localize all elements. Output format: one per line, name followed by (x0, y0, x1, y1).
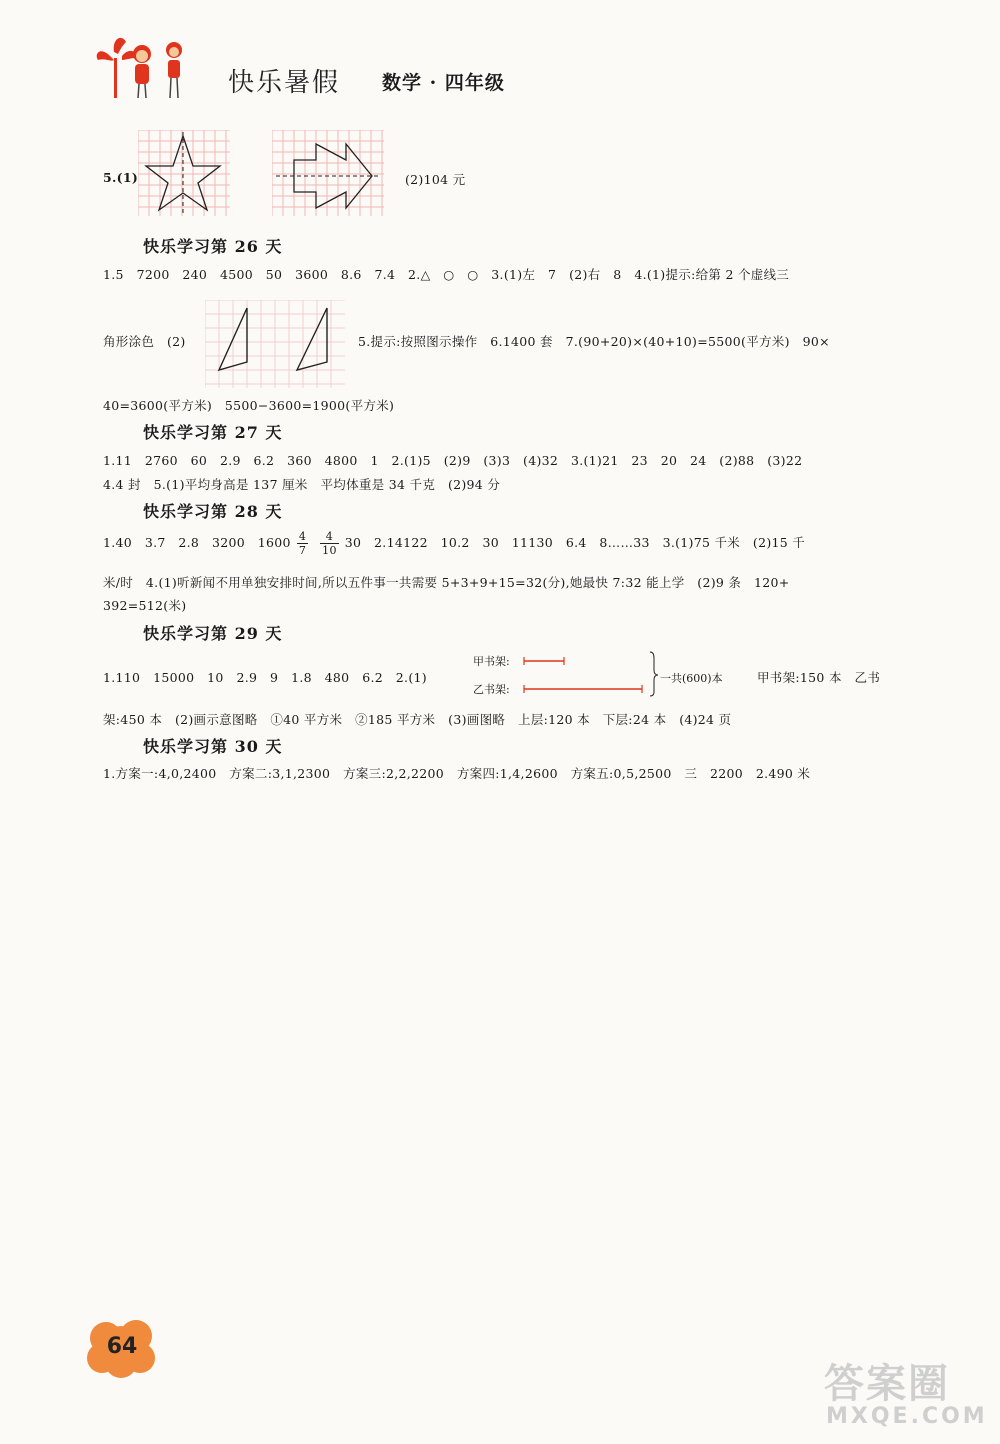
day27-line-2: 4.4 封 5.(1)平均身高是 137 厘米 平均体重是 34 千克 (2)94 分 (103, 477, 501, 492)
day29-line-1b: 甲书架:150 本 乙书 (757, 670, 881, 685)
day28-line-1 (103, 530, 805, 557)
section-title-day28: 快乐学习第 28 天 (143, 502, 283, 521)
subject-grade: 数学 · 四年级 (382, 72, 505, 94)
book-title: 快乐暑假 (228, 68, 341, 98)
fraction-numerator: 4 (298, 530, 307, 543)
section-title-day26: 快乐学习第 26 天 (143, 237, 283, 256)
fraction-denominator: 10 (322, 544, 337, 557)
shelf-yi-label: 乙书架: (473, 683, 510, 696)
day26-line-1: 1.5 7200 240 4500 50 3600 8.6 7.4 2.△ ○ ○ 3.(1)左 7 (2)右 8 4.(1)提示:给第 2 个虚线三 (103, 267, 790, 282)
star-symmetry-figure (138, 130, 230, 216)
fraction-denominator: 7 (298, 544, 307, 557)
triangles-figure (205, 300, 345, 388)
arrow-symmetry-figure (272, 130, 384, 216)
bookshelf-bar-diagram (520, 648, 660, 698)
q5-label: 5.(1) (103, 170, 139, 185)
cartoon-kids-illustration (92, 26, 192, 106)
day26-line-3: 40=3600(平方米) 5500−3600=1900(平方米) (103, 398, 395, 413)
watermark-url: MXQE.COM (826, 1404, 988, 1429)
section-title-day30: 快乐学习第 30 天 (143, 737, 283, 756)
shelf-jia-label: 甲书架: (473, 655, 510, 668)
day29-line-1a: 1.110 15000 10 2.9 9 1.8 480 6.2 2.(1) (103, 670, 427, 685)
day30-line-1: 1.方案一:4,0,2400 方案二:3,1,2300 方案三:2,2,2200 方案四:1,4,2600 方案五:0,5,2500 三 2200 2.490 米 (103, 766, 811, 781)
day28-line-1a: 1.40 3.7 2.8 3200 1600 (103, 535, 291, 550)
q5-answer-2: (2)104 元 (405, 172, 466, 187)
day29-line-2: 架:450 本 (2)画示意图略 ①40 平方米 ②185 平方米 (3)画图略 上层:120 本 下层:24 本 (4)24 页 (103, 712, 732, 727)
page-number: 64 (106, 1334, 138, 1359)
fraction-4-10 (320, 530, 339, 557)
day28-line-3: 392=512(米) (103, 598, 187, 613)
fraction-4-7 (297, 530, 308, 557)
section-title-day27: 快乐学习第 27 天 (143, 423, 283, 442)
watermark-logo: 答案圈 (824, 1361, 950, 1407)
section-title-day29: 快乐学习第 29 天 (143, 624, 283, 643)
day28-line-1b: 30 2.14122 10.2 30 11130 6.4 8……33 3.(1)75 千米 (2)15 千 (344, 535, 806, 550)
day26-line-2a: 角形涂色 (2) (103, 334, 186, 349)
total-books-label: 一共(600)本 (660, 672, 723, 685)
day26-line-2b: 5.提示:按照图示操作 6.1400 套 7.(90+20)×(40+10)=5500(平方米) 90× (358, 334, 830, 349)
day28-line-2: 米/时 4.(1)听新闻不用单独安排时间,所以五件事一共需要 5+3+9+15=32(分),她最快 7:32 能上学 (2)9 条 120+ (103, 575, 790, 590)
fraction-numerator: 4 (320, 530, 339, 544)
day27-line-1: 1.11 2760 60 2.9 6.2 360 4800 1 2.(1)5 (2)9 (3)3 (4)32 3.(1)21 23 20 24 (2)88 (3)22 (103, 453, 803, 468)
